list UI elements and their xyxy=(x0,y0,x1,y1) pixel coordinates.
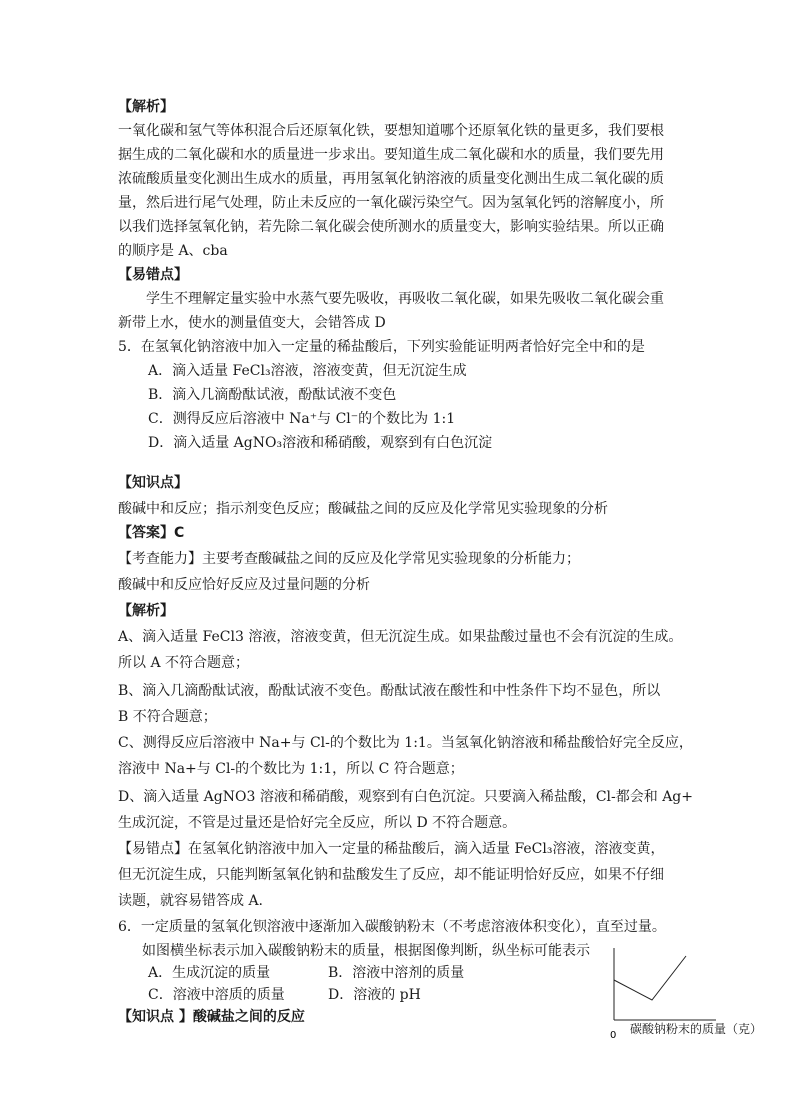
option-b: B．溶液中溶剂的质量 xyxy=(328,965,465,981)
text-line: A、滴入适量 FeCl3 溶液，溶液变黄，但无沉淀生成。如果盐酸过量也不会有沉淀的生成。 xyxy=(118,629,683,645)
text-line: 酸碱中和反应；指示剂变色反应；酸碱盐之间的反应及化学常见实验现象的分析 xyxy=(118,501,608,517)
x-axis-label: 碳酸钠粉末的质量（克） xyxy=(630,1022,763,1036)
question-5: 5．在氢氧化钠溶液中加入一定量的稀盐酸后，下列实验能证明两者恰好完全中和的是 xyxy=(118,339,645,355)
text-line: 据生成的二氧化碳和水的质量进一步求出。要知道生成二氧化碳和水的质量，我们要先用 xyxy=(118,147,664,163)
text-line: 但无沉淀生成，只能判断氢氧化钠和盐酸发生了反应，却不能证明恰好反应，如果不仔细 xyxy=(118,867,664,883)
text-line: 量，然后进行尾气处理，防止未反应的一氧化碳污染空气。因为氢氧化钙的溶解度小，所 xyxy=(118,195,664,211)
text-line: B 不符合题意； xyxy=(118,709,217,725)
text-line: 浓硫酸质量变化测出生成水的质量，再用氢氧化钠溶液的质量变化测出生成二氧化碳的质 xyxy=(118,171,664,187)
text-line: 的顺序是 A、cba xyxy=(118,243,228,259)
text-line: 一氧化碳和氢气等体积混合后还原氧化铁，要想知道哪个还原氧化铁的量更多，我们要根 xyxy=(118,123,664,139)
heading-knowledge-point: 【知识点】 xyxy=(118,475,188,491)
text-line: 【易错点】在氢氧化钠溶液中加入一定量的稀盐酸后，滴入适量 FeCl₃溶液，溶液变黄， xyxy=(118,841,665,857)
text-line: D、滴入适量 AgNO3 溶液和稀硝酸，观察到有白色沉淀。只要滴入稀盐酸，Cl-都会和 Ag+ xyxy=(118,789,694,805)
option-d: D．溶液的 pH xyxy=(328,987,421,1003)
text-line: 生成沉淀，不管是过量还是恰好完全反应，所以 D 不符合题意。 xyxy=(118,815,517,831)
origin-label: 0 xyxy=(610,1030,617,1041)
option-c: C．溶液中溶质的质量 xyxy=(148,987,285,1003)
text-line: B、滴入几滴酚酞试液，酚酞试液不变色。酚酞试液在酸性和中性条件下均不显色，所以 xyxy=(118,683,661,699)
heading-answer: 【答案】C xyxy=(118,525,185,541)
graph-curve xyxy=(614,956,686,1000)
text-line: 所以 A 不符合题意； xyxy=(118,655,250,671)
question-6: 6．一定质量的氢氧化钡溶液中逐渐加入碳酸钠粉末（不考虑溶液体积变化），直至过量。 xyxy=(118,919,666,935)
heading-common-mistake: 【易错点】 xyxy=(118,267,188,283)
text-line: 读题，就容易错答成 A. xyxy=(118,893,264,909)
heading-knowledge-point: 【知识点 】酸碱盐之间的反应 xyxy=(118,1009,305,1025)
text-line: 新带上水，使水的测量值变大，会错答成 D xyxy=(118,315,386,331)
text-line: 如图横坐标表示加入碳酸钠粉末的质量，根据图像判断，纵坐标可能表示 xyxy=(142,943,590,959)
option-c: C．测得反应后溶液中 Na⁺与 Cl⁻的个数比为 1:1 xyxy=(148,411,456,427)
option-a: A．滴入适量 FeCl₃溶液，溶液变黄，但无沉淀生成 xyxy=(148,363,467,379)
heading-analysis: 【解析】 xyxy=(118,99,174,115)
text-line: 【考查能力】主要考查酸碱盐之间的反应及化学常见实验现象的分析能力； xyxy=(118,551,580,567)
option-a: A．生成沉淀的质量 xyxy=(148,965,271,981)
text-line: 酸碱中和反应恰好反应及过量问题的分析 xyxy=(118,577,370,593)
text-line: 溶液中 Na+与 Cl-的个数比为 1:1，所以 C 符合题意； xyxy=(118,761,464,777)
text-line: 以我们选择氢氧化钠，若先除二氧化碳会使所测水的质量变大，影响实验结果。所以正确 xyxy=(118,219,664,235)
option-d: D．滴入适量 AgNO₃溶液和稀硝酸，观察到有白色沉淀 xyxy=(148,435,493,451)
text-line: 学生不理解定量实验中水蒸气要先吸收，再吸收二氧化碳，如果先吸收二氧化碳会重 xyxy=(146,291,664,307)
heading-analysis: 【解析】 xyxy=(118,603,174,619)
text-line: C、测得反应后溶液中 Na+与 Cl-的个数比为 1:1。当氢氧化钠溶液和稀盐酸恰好完全反应， xyxy=(118,735,693,751)
option-b: B．滴入几滴酚酞试液，酚酞试液不变色 xyxy=(148,387,397,403)
